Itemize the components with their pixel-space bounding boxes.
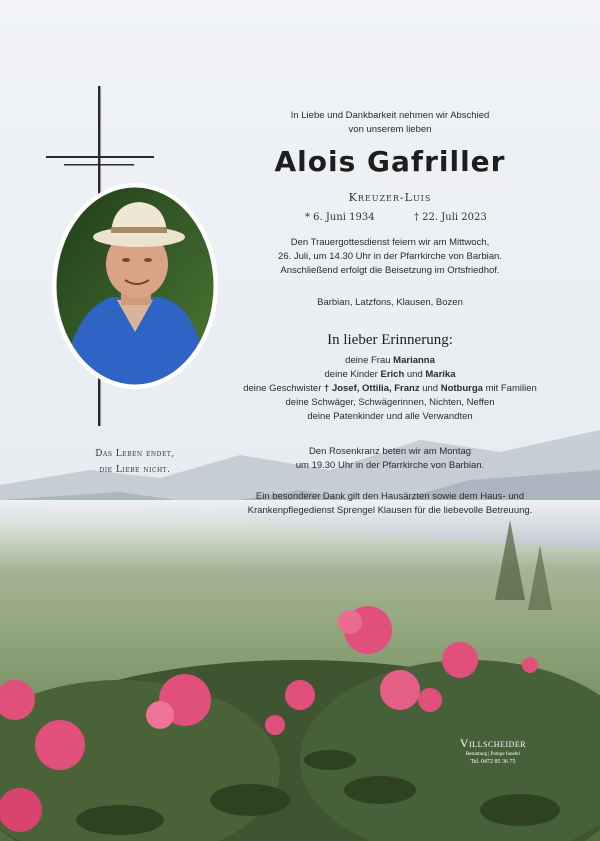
death-date: † 22. Juli 2023 [414,212,487,223]
intro-line-1: In Liebe und Dankbarkeit nehmen wir Abschied [290,110,490,121]
birth-date: * 6. Juni 1934 [305,212,375,223]
child-name-1: Erich [380,369,405,380]
children-and: und [404,369,426,380]
mourner-godchildren: deine Patenkinder und alle Verwandten [307,411,473,422]
thanks-line-1: Ein besonderer Dank gilt den Hausärzten sowie dem Haus- und [255,491,525,502]
thanks-info [230,490,550,518]
mourner-inlaws: deine Schwäger, Schwägerinnen, Nichten, Neffen [285,397,495,408]
portrait-photo [51,182,219,390]
logo-phone: Tel. 0472 85 36 75 [470,759,516,765]
child-name-2: Marika [425,369,456,380]
mourners-list [230,354,550,424]
logo-name: Villscheider [459,736,527,750]
siblings-suffix: mit Familien [482,383,537,394]
motto-line-2: die Liebe nicht. [99,465,171,475]
siblings-names: † Josef, Ottilia, Franz [324,383,420,394]
funeral-info [230,236,550,278]
mourner-children [230,368,550,382]
funeral-line-2: 26. Juli, um 14.30 Uhr in der Pfarrkirche von Barbian. [278,251,502,262]
places: Barbian, Latzfons, Klausen, Bozen [317,297,463,308]
motto [60,446,210,478]
nickname: Kreuzer-Luis [348,191,432,204]
funeral-home-logo [448,736,538,765]
siblings-and: und [419,383,441,394]
motto-line-1: Das Leben endet, [95,449,175,459]
sibling-last: Notburga [440,383,483,394]
rosary-info [230,445,550,473]
children-prefix: deine Kinder [324,369,381,380]
deceased-name: Alois Gafriller [274,145,506,178]
funeral-line-1: Den Trauergottesdienst feiern wir am Mittwoch, [290,237,490,248]
wife-prefix: deine Frau [345,355,394,366]
memory-title: In lieber Erinnerung: [327,332,453,348]
wife-name: Marianna [393,355,435,366]
rosary-line-1: Den Rosenkranz beten wir am Montag [308,446,472,457]
intro-text [230,109,550,137]
funeral-line-3: Anschließend erfolgt die Beisetzung im Ortsfriedhof. [280,265,500,276]
rosary-line-2: um 19.30 Uhr in der Pfarrkirche von Barbian. [295,460,485,471]
mourner-siblings [230,382,550,396]
intro-line-2: von unserem lieben [348,124,432,135]
logo-subtitle: Bestattung | Pompe funebri [465,752,521,757]
mourner-wife [230,354,550,368]
thanks-line-2: Krankenpflegedienst Sprengel Klausen für die liebevolle Betreuung. [247,505,533,516]
siblings-prefix: deine Geschwister [243,383,325,394]
